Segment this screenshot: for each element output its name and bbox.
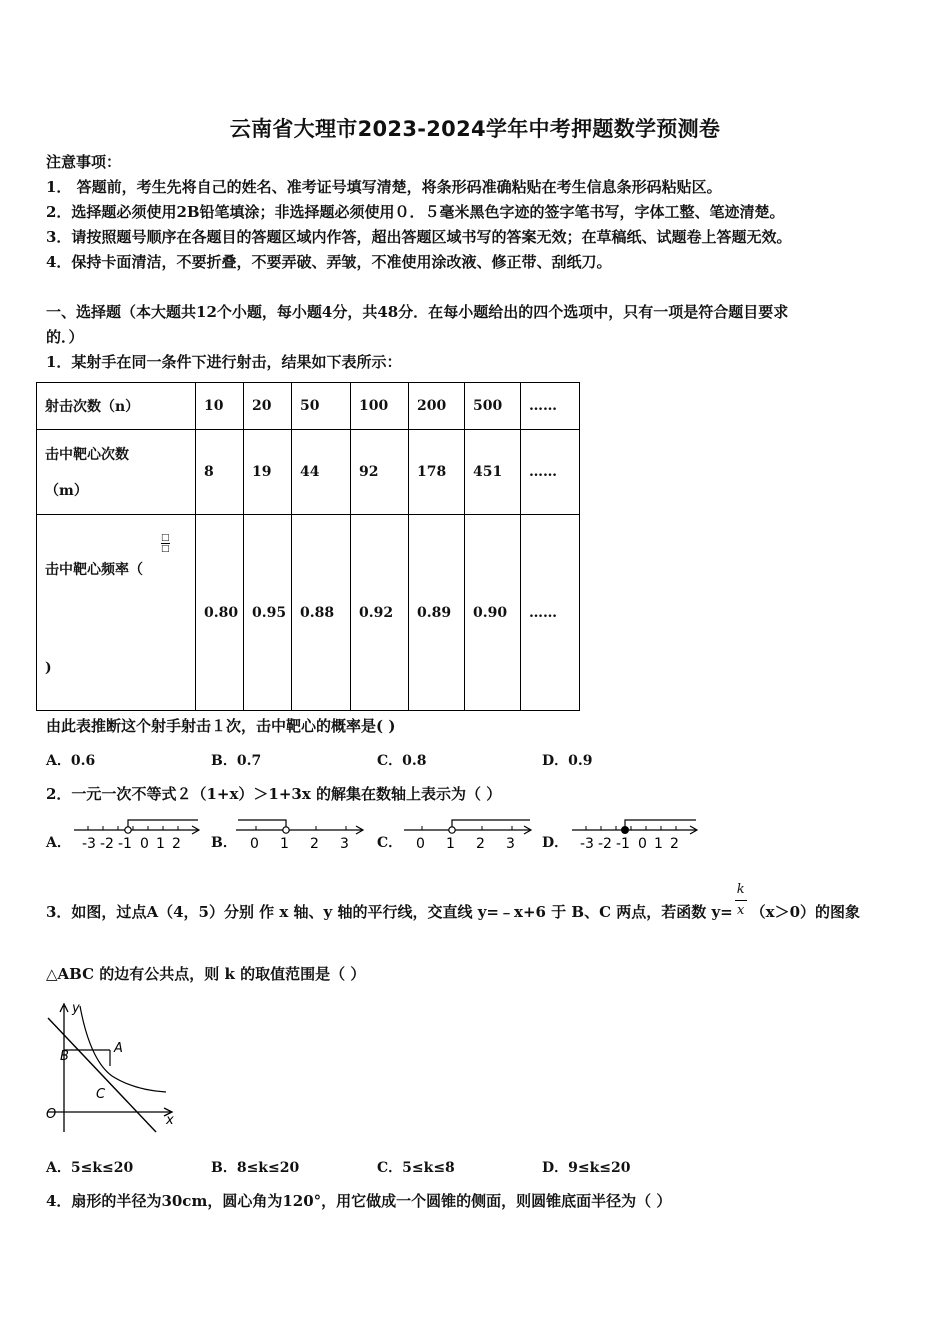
table-cell: ……	[521, 515, 580, 711]
question-1-after: 由此表推断这个射手射击１次，击中靶心的概率是( )	[46, 717, 396, 735]
table-cell: 20	[244, 383, 292, 430]
table-cell: ……	[521, 383, 580, 430]
tick-label: 2	[670, 836, 679, 852]
tick-label: 2	[476, 836, 485, 852]
tick-label: -2	[598, 836, 612, 852]
fraction-num: □	[161, 533, 170, 543]
page-title: 云南省大理市2023-2024学年中考押题数学预测卷	[229, 117, 721, 141]
fraction-den: □	[161, 544, 170, 554]
row-label-freq	[37, 515, 196, 711]
table-cell: 100	[351, 383, 409, 430]
number-line-a	[70, 815, 204, 855]
shooting-table	[36, 382, 580, 711]
table-cell: 92	[351, 430, 409, 515]
table-cell: 451	[465, 430, 521, 515]
q3-option-c[interactable]: C．5≤k≤8	[377, 1160, 455, 1176]
table-cell: 178	[409, 430, 465, 515]
tick-label: -3	[580, 836, 594, 852]
row-label-hits-b: （m）	[45, 483, 88, 499]
table-row	[37, 430, 580, 515]
q1-option-a[interactable]: A．0.6	[46, 753, 96, 769]
table-cell: 500	[465, 383, 521, 430]
question-3-stem	[46, 881, 861, 922]
q1-option-d[interactable]: D．0.9	[542, 753, 593, 769]
table-cell: 0.89	[409, 515, 465, 711]
notice-item-2: 2．选择题必须使用2B铅笔填涂；非选择题必须使用０．５毫米黑色字迹的签字笔书写，字体工整、笔迹清楚。	[46, 203, 785, 221]
fraction-den: x	[737, 902, 745, 918]
q3-option-b[interactable]: B．8≤k≤20	[211, 1160, 300, 1176]
mini-fraction	[161, 533, 170, 554]
notice-item-1: 1． 答题前，考生先将自己的姓名、准考证号填写清楚，将条形码准确粘贴在考生信息条形码粘贴区。	[46, 178, 722, 196]
question-3-stem-a: 3．如图，过点A（4，5）分别 作 x 轴、y 轴的平行线，交直线 y=﹣x+6 于 B、C 两点，若函数 y=	[46, 903, 733, 921]
question-4-stem: 4．扇形的半径为30cm，圆心角为120°，用它做成一个圆锥的侧面，则圆锥底面半径为（ ）	[46, 1192, 672, 1210]
table-cell: 0.95	[244, 515, 292, 711]
fraction-num: k	[735, 880, 747, 901]
notice-heading: 注意事项：	[46, 153, 122, 171]
tick-label: 1	[446, 836, 455, 852]
q3-option-d[interactable]: D．9≤k≤20	[542, 1160, 631, 1176]
section-heading-cont: 的．）	[46, 328, 84, 346]
tick-label: 0	[416, 836, 425, 852]
q2-option-a[interactable]: A．	[46, 835, 71, 851]
table-row	[37, 515, 580, 711]
row-label-freq-b: )	[45, 660, 52, 676]
tick-label: 3	[340, 836, 349, 852]
table-cell: 0.80	[196, 515, 244, 711]
table-cell: ……	[521, 430, 580, 515]
k-over-x-fraction	[735, 880, 747, 921]
tick-label: 0	[140, 836, 149, 852]
number-line-c	[402, 815, 536, 855]
fig-label-b: B	[60, 1049, 69, 1064]
tick-label: 3	[506, 836, 515, 852]
q2-option-d[interactable]: D．	[542, 835, 569, 851]
fig-label-o: O	[46, 1107, 57, 1122]
number-line-d	[568, 815, 702, 855]
table-cell: 44	[292, 430, 351, 515]
q1-option-b[interactable]: B．0.7	[211, 753, 262, 769]
question-3-stem-2: △ABC 的边有公共点，则 k 的取值范围是（ ）	[46, 965, 366, 983]
fig-label-c: C	[96, 1087, 106, 1102]
row-label-hits	[37, 430, 196, 515]
question-1-stem: 1．某射手在同一条件下进行射击，结果如下表所示：	[46, 353, 402, 371]
table-row	[37, 383, 580, 430]
table-cell: 8	[196, 430, 244, 515]
tick-label: 2	[172, 836, 181, 852]
table-cell: 10	[196, 383, 244, 430]
tick-label: -3	[82, 836, 96, 852]
tick-label: 0	[250, 836, 259, 852]
tick-label: -1	[118, 836, 132, 852]
fig-label-a: A	[114, 1041, 123, 1056]
tick-label: 0	[638, 836, 647, 852]
table-cell: 0.92	[351, 515, 409, 711]
row-label-shots: 射击次数（n）	[37, 383, 196, 430]
tick-label: 2	[310, 836, 319, 852]
question-2-stem: 2．一元一次不等式２（1+x）＞1+3x 的解集在数轴上表示为（ ）	[46, 785, 502, 803]
table-cell: 0.88	[292, 515, 351, 711]
notice-item-4: 4．保持卡面清洁，不要折叠，不要弄破、弄皱，不准使用涂改液、修正带、刮纸刀。	[46, 253, 612, 271]
row-label-freq-a: 击中靶心频率（	[45, 562, 143, 578]
tick-label: 1	[156, 836, 165, 852]
table-cell: 50	[292, 383, 351, 430]
section-heading: 一、选择题（本大题共12个小题，每小题4分，共48分．在每小题给出的四个选项中，只有一项是符合题目要求	[46, 303, 789, 321]
fig-label-x: x	[166, 1113, 174, 1128]
row-label-hits-a: 击中靶心次数	[45, 447, 129, 463]
q3-figure	[44, 1000, 178, 1136]
tick-label: 1	[654, 836, 663, 852]
fig-label-y: y	[72, 1001, 80, 1016]
question-3-stem-b: （x＞0）的图象	[750, 903, 861, 921]
q3-option-a[interactable]: A．5≤k≤20	[46, 1160, 134, 1176]
q2-option-b[interactable]: B．	[211, 835, 237, 851]
q1-option-c[interactable]: C．0.8	[377, 753, 427, 769]
number-line-b	[234, 815, 368, 855]
tick-label: -2	[100, 836, 114, 852]
tick-label: 1	[280, 836, 289, 852]
table-cell: 0.90	[465, 515, 521, 711]
tick-label: -1	[616, 836, 630, 852]
q2-option-c[interactable]: C．	[377, 835, 403, 851]
table-cell: 19	[244, 430, 292, 515]
notice-item-3: 3．请按照题号顺序在各题目的答题区域内作答，超出答题区域书写的答案无效；在草稿纸、试题卷上答题无效。	[46, 228, 792, 246]
table-cell: 200	[409, 383, 465, 430]
